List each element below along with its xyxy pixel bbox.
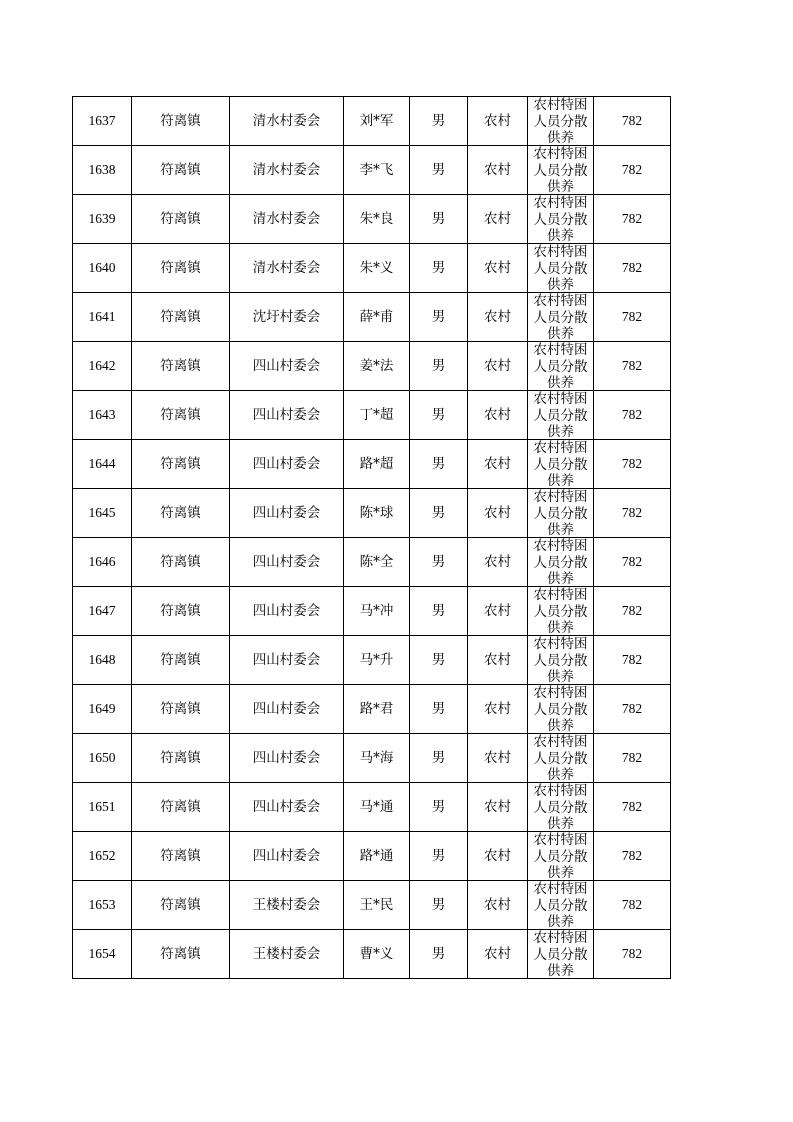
cell-serial-number: 1646: [73, 538, 132, 587]
cell-town: 符离镇: [132, 293, 230, 342]
cell-area-type: 农村: [468, 489, 528, 538]
cell-gender: 男: [410, 244, 468, 293]
cell-area-type: 农村: [468, 636, 528, 685]
cell-amount: 782: [594, 636, 671, 685]
cell-village-committee: 四山村委会: [230, 440, 344, 489]
cell-serial-number: 1654: [73, 930, 132, 979]
cell-serial-number: 1651: [73, 783, 132, 832]
cell-serial-number: 1650: [73, 734, 132, 783]
cell-amount: 782: [594, 930, 671, 979]
cell-support-category: [528, 538, 594, 587]
cell-person-name: 马*升: [344, 636, 410, 685]
support-category-text: 农村特困人员分散供养: [533, 146, 588, 194]
cell-town: 符离镇: [132, 881, 230, 930]
cell-gender: 男: [410, 685, 468, 734]
cell-serial-number: 1652: [73, 832, 132, 881]
cell-town: 符离镇: [132, 930, 230, 979]
cell-amount: 782: [594, 881, 671, 930]
cell-gender: 男: [410, 440, 468, 489]
support-category-text: 农村特困人员分散供养: [533, 685, 588, 733]
cell-person-name: 朱*义: [344, 244, 410, 293]
cell-village-committee: 王楼村委会: [230, 930, 344, 979]
cell-village-committee: 沈圩村委会: [230, 293, 344, 342]
cell-village-committee: 四山村委会: [230, 783, 344, 832]
cell-town: 符离镇: [132, 587, 230, 636]
cell-village-committee: 四山村委会: [230, 832, 344, 881]
cell-support-category: [528, 293, 594, 342]
support-category-text: 农村特困人员分散供养: [533, 930, 588, 978]
support-category-text: 农村特困人员分散供养: [533, 293, 588, 341]
table-row: [73, 930, 671, 979]
cell-amount: 782: [594, 489, 671, 538]
cell-amount: 782: [594, 440, 671, 489]
cell-gender: 男: [410, 342, 468, 391]
cell-serial-number: 1637: [73, 97, 132, 146]
cell-person-name: 路*超: [344, 440, 410, 489]
cell-support-category: [528, 146, 594, 195]
cell-village-committee: 四山村委会: [230, 342, 344, 391]
table-row: [73, 440, 671, 489]
cell-support-category: [528, 342, 594, 391]
cell-area-type: 农村: [468, 244, 528, 293]
support-category-text: 农村特困人员分散供养: [533, 587, 588, 635]
support-category-text: 农村特困人员分散供养: [533, 881, 588, 929]
cell-village-committee: 王楼村委会: [230, 881, 344, 930]
cell-village-committee: 四山村委会: [230, 538, 344, 587]
table-row: [73, 685, 671, 734]
cell-person-name: 马*冲: [344, 587, 410, 636]
support-category-text: 农村特困人员分散供养: [533, 244, 588, 292]
cell-gender: 男: [410, 587, 468, 636]
table-row: [73, 293, 671, 342]
cell-village-committee: 清水村委会: [230, 195, 344, 244]
cell-area-type: 农村: [468, 97, 528, 146]
cell-support-category: [528, 636, 594, 685]
cell-gender: 男: [410, 391, 468, 440]
cell-person-name: 薛*甫: [344, 293, 410, 342]
cell-person-name: 马*海: [344, 734, 410, 783]
table-row: [73, 734, 671, 783]
support-category-text: 农村特困人员分散供养: [533, 440, 588, 488]
cell-serial-number: 1653: [73, 881, 132, 930]
cell-support-category: [528, 734, 594, 783]
cell-village-committee: 清水村委会: [230, 146, 344, 195]
cell-village-committee: 四山村委会: [230, 734, 344, 783]
cell-serial-number: 1639: [73, 195, 132, 244]
cell-gender: 男: [410, 146, 468, 195]
cell-area-type: 农村: [468, 538, 528, 587]
cell-amount: 782: [594, 587, 671, 636]
cell-amount: 782: [594, 244, 671, 293]
cell-person-name: 朱*良: [344, 195, 410, 244]
support-category-text: 农村特困人员分散供养: [533, 783, 588, 831]
cell-area-type: 农村: [468, 930, 528, 979]
cell-area-type: 农村: [468, 734, 528, 783]
cell-support-category: [528, 685, 594, 734]
support-category-text: 农村特困人员分散供养: [533, 538, 588, 586]
cell-area-type: 农村: [468, 587, 528, 636]
cell-support-category: [528, 783, 594, 832]
table-row: [73, 97, 671, 146]
cell-village-committee: 四山村委会: [230, 489, 344, 538]
cell-village-committee: 四山村委会: [230, 685, 344, 734]
table-row: [73, 636, 671, 685]
cell-amount: 782: [594, 685, 671, 734]
support-category-text: 农村特困人员分散供养: [533, 489, 588, 537]
support-category-text: 农村特困人员分散供养: [533, 734, 588, 782]
cell-town: 符离镇: [132, 195, 230, 244]
cell-support-category: [528, 97, 594, 146]
cell-person-name: 马*通: [344, 783, 410, 832]
cell-support-category: [528, 195, 594, 244]
cell-serial-number: 1641: [73, 293, 132, 342]
cell-area-type: 农村: [468, 195, 528, 244]
cell-support-category: [528, 440, 594, 489]
cell-town: 符离镇: [132, 146, 230, 195]
support-category-text: 农村特困人员分散供养: [533, 97, 588, 145]
support-category-text: 农村特困人员分散供养: [533, 832, 588, 880]
cell-gender: 男: [410, 538, 468, 587]
cell-serial-number: 1647: [73, 587, 132, 636]
cell-support-category: [528, 881, 594, 930]
cell-village-committee: 四山村委会: [230, 587, 344, 636]
cell-town: 符离镇: [132, 783, 230, 832]
table-row: [73, 587, 671, 636]
cell-gender: 男: [410, 636, 468, 685]
cell-town: 符离镇: [132, 97, 230, 146]
table-row: [73, 832, 671, 881]
cell-village-committee: 清水村委会: [230, 244, 344, 293]
cell-village-committee: 四山村委会: [230, 391, 344, 440]
cell-serial-number: 1642: [73, 342, 132, 391]
table-row: [73, 391, 671, 440]
cell-area-type: 农村: [468, 293, 528, 342]
cell-amount: 782: [594, 293, 671, 342]
cell-serial-number: 1638: [73, 146, 132, 195]
cell-person-name: 丁*超: [344, 391, 410, 440]
support-category-text: 农村特困人员分散供养: [533, 636, 588, 684]
cell-amount: 782: [594, 783, 671, 832]
cell-town: 符离镇: [132, 832, 230, 881]
cell-town: 符离镇: [132, 391, 230, 440]
cell-person-name: 路*通: [344, 832, 410, 881]
cell-area-type: 农村: [468, 342, 528, 391]
cell-town: 符离镇: [132, 538, 230, 587]
cell-amount: 782: [594, 734, 671, 783]
cell-area-type: 农村: [468, 685, 528, 734]
table-row: [73, 489, 671, 538]
cell-gender: 男: [410, 293, 468, 342]
cell-person-name: 曹*义: [344, 930, 410, 979]
cell-amount: 782: [594, 342, 671, 391]
cell-gender: 男: [410, 489, 468, 538]
cell-serial-number: 1645: [73, 489, 132, 538]
table-row: [73, 783, 671, 832]
cell-gender: 男: [410, 930, 468, 979]
support-category-text: 农村特困人员分散供养: [533, 342, 588, 390]
table-row: [73, 195, 671, 244]
cell-serial-number: 1640: [73, 244, 132, 293]
cell-serial-number: 1643: [73, 391, 132, 440]
table-row: [73, 146, 671, 195]
cell-gender: 男: [410, 832, 468, 881]
cell-area-type: 农村: [468, 391, 528, 440]
cell-amount: 782: [594, 195, 671, 244]
table-row: [73, 244, 671, 293]
support-category-text: 农村特困人员分散供养: [533, 195, 588, 243]
cell-person-name: 姜*法: [344, 342, 410, 391]
cell-amount: 782: [594, 391, 671, 440]
cell-amount: 782: [594, 538, 671, 587]
cell-support-category: [528, 930, 594, 979]
cell-gender: 男: [410, 97, 468, 146]
cell-area-type: 农村: [468, 146, 528, 195]
cell-support-category: [528, 244, 594, 293]
cell-town: 符离镇: [132, 244, 230, 293]
cell-town: 符离镇: [132, 489, 230, 538]
cell-person-name: 陈*全: [344, 538, 410, 587]
table-body: [73, 97, 671, 979]
cell-person-name: 陈*球: [344, 489, 410, 538]
cell-person-name: 李*飞: [344, 146, 410, 195]
cell-person-name: 路*君: [344, 685, 410, 734]
cell-serial-number: 1649: [73, 685, 132, 734]
cell-area-type: 农村: [468, 783, 528, 832]
cell-serial-number: 1644: [73, 440, 132, 489]
table-row: [73, 342, 671, 391]
beneficiary-table: [72, 96, 671, 979]
cell-support-category: [528, 587, 594, 636]
cell-area-type: 农村: [468, 832, 528, 881]
cell-support-category: [528, 832, 594, 881]
cell-gender: 男: [410, 783, 468, 832]
cell-amount: 782: [594, 97, 671, 146]
cell-person-name: 刘*军: [344, 97, 410, 146]
cell-town: 符离镇: [132, 734, 230, 783]
cell-amount: 782: [594, 832, 671, 881]
cell-town: 符离镇: [132, 342, 230, 391]
table-row: [73, 538, 671, 587]
support-category-text: 农村特困人员分散供养: [533, 391, 588, 439]
cell-support-category: [528, 391, 594, 440]
cell-gender: 男: [410, 881, 468, 930]
cell-area-type: 农村: [468, 881, 528, 930]
cell-amount: 782: [594, 146, 671, 195]
cell-town: 符离镇: [132, 440, 230, 489]
cell-town: 符离镇: [132, 636, 230, 685]
cell-person-name: 王*民: [344, 881, 410, 930]
cell-gender: 男: [410, 195, 468, 244]
cell-area-type: 农村: [468, 440, 528, 489]
cell-village-committee: 清水村委会: [230, 97, 344, 146]
table-row: [73, 881, 671, 930]
cell-gender: 男: [410, 734, 468, 783]
cell-town: 符离镇: [132, 685, 230, 734]
cell-village-committee: 四山村委会: [230, 636, 344, 685]
cell-support-category: [528, 489, 594, 538]
cell-serial-number: 1648: [73, 636, 132, 685]
